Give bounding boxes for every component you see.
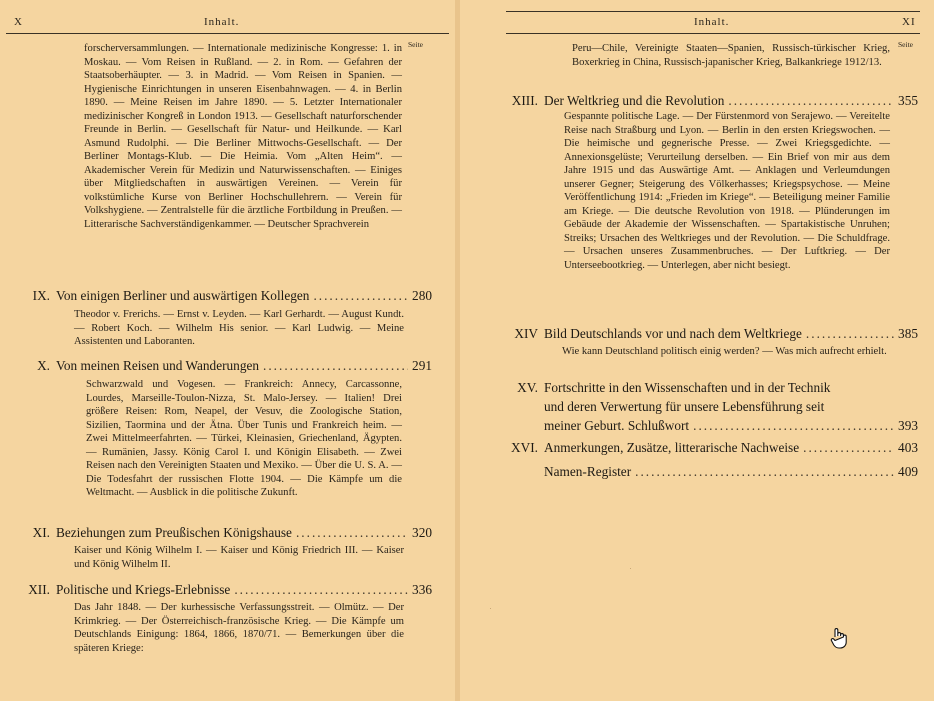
left-running-head: Inhalt. (204, 16, 240, 28)
chapter-title: Von meinen Reisen und Wanderungen (56, 358, 260, 373)
left-header-rule (6, 33, 449, 34)
right-header-rule-top (506, 11, 920, 12)
chapter-title-line-2: und deren Verwertung für unsere Lebensführung seit (544, 399, 825, 414)
dot-leader (728, 91, 894, 110)
chapter-numeral: XIII. (511, 93, 538, 108)
toc-entry-x[interactable] (20, 356, 432, 375)
dot-leader (803, 438, 894, 457)
chapter-xi-description: Kaiser und König Wilhelm I. — Kaiser und König Friedrich III. — Kaiser und König Wilhelm II. (74, 545, 404, 570)
chapter-numeral: XIV (514, 326, 538, 341)
left-page (0, 0, 455, 701)
chapter-page: 355 (898, 93, 918, 108)
chapter-page: 320 (412, 525, 432, 540)
toc-entry-xii[interactable] (20, 580, 432, 599)
chapter-page: 291 (412, 358, 432, 373)
chapter-numeral: X. (37, 358, 50, 373)
paper-speck (630, 568, 631, 569)
chapter-numeral: IX. (32, 288, 50, 303)
toc-entry-register[interactable] (500, 462, 918, 481)
chapter-title: Anmerkungen, Zusätze, litterarische Nachweise (544, 440, 800, 455)
chapter-title: Der Weltkrieg und die Revolution (544, 93, 725, 108)
dot-leader (806, 324, 894, 343)
right-continuation-text: Peru—Chile, Vereinigte Staaten—Spanien, Russisch-türkischer Krieg, Boxerkrieg in China, Russisch-japanischer Krieg, Balkankriege 1912/13. (572, 43, 890, 68)
dot-leader (313, 286, 408, 305)
chapter-numeral: XV. (517, 380, 538, 395)
chapter-xii-description: Das Jahr 1848. — Der kurhessische Verfassungsstreit. — Olmütz. — Der Krimkrieg. — Der Österreichisch-französische Krieg. — Die Kämpfe um Deutschlands Einigung: 1864, 1866, 1870/71. — Bemerkungen über die späteren Kriege: (74, 602, 404, 654)
chapter-title: Beziehungen zum Preußischen Königshause (56, 525, 292, 540)
toc-entry-xv[interactable] (500, 378, 918, 435)
toc-entry-ix[interactable] (20, 286, 432, 305)
hand-pointer-icon (829, 627, 849, 649)
dot-leader (263, 356, 408, 375)
chapter-title: Von einigen Berliner und auswärtigen Kollegen (56, 288, 310, 303)
toc-entry-xiii[interactable] (500, 91, 918, 110)
left-page-number: X (14, 16, 23, 28)
chapter-page: 409 (898, 464, 918, 479)
chapter-ix-description: Theodor v. Frerichs. — Ernst v. Leyden. — Karl Gerhardt. — August Kundt. — Robert Koch. — Wilhelm His senior. — Karl Ludwig. — Meine Assistenten und Laboranten. (74, 309, 404, 347)
right-page-number: XI (902, 16, 916, 28)
chapter-page: 403 (898, 440, 918, 455)
left-seite-label: Seite (408, 40, 423, 49)
dot-leader (635, 462, 894, 481)
chapter-title-line-3: meiner Geburt. Schlußwort (544, 418, 690, 433)
chapter-title: Politische und Kriegs-Erlebnisse (56, 582, 231, 597)
toc-entry-xiv[interactable] (500, 324, 918, 343)
chapter-page: 280 (412, 288, 432, 303)
chapter-numeral: XI. (32, 525, 50, 540)
dot-leader (296, 523, 408, 542)
chapter-page: 393 (898, 418, 918, 433)
paper-speck (490, 608, 491, 609)
chapter-title: Bild Deutschlands vor und nach dem Weltkriege (544, 326, 802, 341)
right-seite-label: Seite (898, 40, 913, 49)
right-running-head: Inhalt. (694, 16, 730, 28)
right-header-rule (506, 33, 920, 34)
chapter-page: 336 (412, 582, 432, 597)
chapter-title-line-1: Fortschritte in den Wissenschaften und in der Technik (544, 380, 831, 395)
chapter-xiii-description: Gespannte politische Lage. — Der Fürstenmord von Serajewo. — Vereitelte Reise nach Straßburg und Lyon. — Berlin in den ersten Kriegswochen. — Die heimische und gegnerische Presse. — Zwei Kriegsgedichte. — Annexionsgelüste; Verurteilung derselben. — Ein Brief von mir aus dem Jahre 1915 und das Auswärtige Amt. — Anklagen und Verleumdungen unserer Gegner; Steigerung des Völkerhasses; Kriegspsychose. — Meine Veröffentlichung 1914: „Frieden im Kriege“. — Beteiligung meiner Familie am Kriege. — Die deutsche Revolution von 1918. — Plünderungen im Gebäude der Akademie der Wissenschaften. — Spartakistische Unruhen; Streiks; Ursachen des Weltkrieges und der Revolution. — Die Schuldfrage. — Ursachen unseres Zusammenbruches. — Der Luftkrieg. — Der Unterseebootkrieg. — Unterlegen, aber nicht besiegt. (564, 111, 890, 271)
chapter-numeral: XVI. (511, 440, 538, 455)
dot-leader (234, 580, 408, 599)
left-continuation-text: forscherversammlungen. — Internationale medizinische Kongresse: 1. in Moskau. — Vom Reisen in Rußland. — 2. in Rom. — Gefahren der Staatsoberhäupter. — 3. in Madrid. — Vom Reisen in Spanien. — Hygienische Einrichtungen in unseren Eisenbahnwagen. — 4. in Berlin 1890. — Meine Reisen im Jahre 1890. — 5. Letzter Internationaler medizinischer Kongreß in London 1913. — Gesellschaft naturforschender Freunde in Berlin. — Gesellschaft für Natur- und Heilkunde. — Karl Asmund Rudolphi. — Die Berliner Mittwochs-Gesellschaft. — Der Berliner Montags-Klub. — Die Heimia. Vom „Alten Heim“. — Akademischer Verein für Medizin und Naturwissenschaften. — Einiges über Mitgliedschaften in auswärtigen Vereinen. — Verein für volkstümliche Kurse von Berliner Hochschullehrern. — Verein für Volkshygiene. — Zentralstelle für die ärztliche Fortbildung in Preußen. — Litterarische Sachverständigenkammer. — Deutscher Sprachverein (84, 43, 402, 230)
chapter-page: 385 (898, 326, 918, 341)
right-page (460, 0, 934, 701)
chapter-x-description: Schwarzwald und Vogesen. — Frankreich: Annecy, Carcassonne, Lourdes, Marseille-Toulon-Nizza, St. Malo-Jersey. — Italien! Drei größere Reisen: Rom, Neapel, der Vesuv, die Zoologische Station, Sizilien, Taormina und der Ätna. Über Tunis und Frankreich heim. — Zwei Mittelmeerfahrten. — Türkei, Kleinasien, Griechenland, Ägypten. — Rumänien, Jassy. König Carol I. und Königin Elisabeth. — Zwei Reisen nach den Vereinigten Staaten und Mexiko. — Über die U. S. A. — Die Todesfahrt der russischen Flotte 1904. — Die Kämpfe um die Weltmacht. — Ausblick in die politische Zukunft. (86, 379, 402, 498)
chapter-title: Namen-Register (544, 464, 632, 479)
chapter-xiv-description: Wie kann Deutschland politisch einig werden? — Was mich aufrecht erhielt. (562, 346, 887, 357)
dot-leader (693, 416, 894, 435)
toc-entry-xvi[interactable] (500, 438, 918, 457)
chapter-numeral: XII. (28, 582, 50, 597)
toc-entry-xi[interactable] (20, 523, 432, 542)
